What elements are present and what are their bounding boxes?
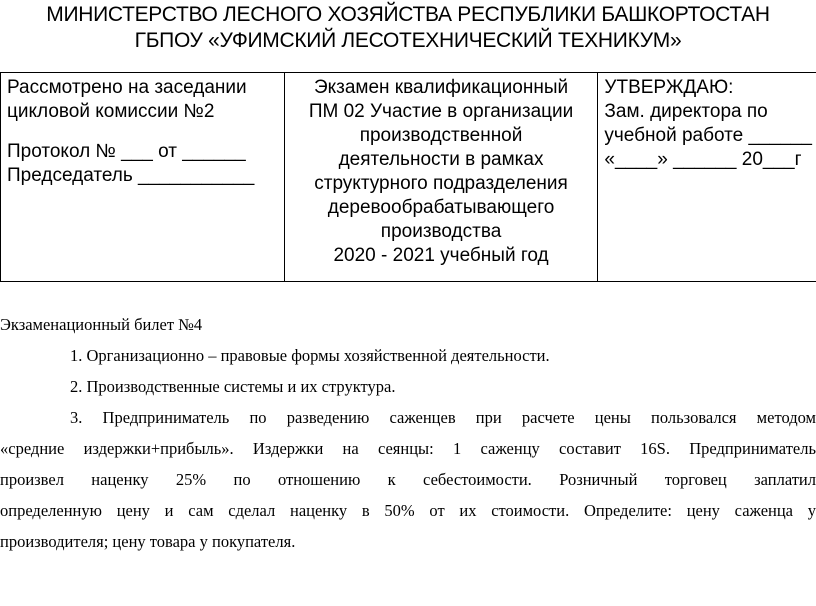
question-3-line-4: определенную цену и сам сделал наценку в 50% от их стоимости. Определите: цену саженца у	[0, 501, 816, 520]
approve-line-2: Зам. директора по	[604, 101, 768, 122]
exam-line-7: производства	[380, 221, 502, 242]
chairman-line: Председатель ___________	[7, 165, 255, 186]
approval-table-row	[1, 73, 816, 282]
approval-table	[0, 72, 816, 282]
question-3-line-1: 3. Предприниматель по разведению саженцев при расчете цены пользовался методом	[70, 408, 816, 427]
question-2: 2. Производственные системы и их структура.	[70, 377, 396, 396]
question-3-line-3: произвел наценку 25% по отношению к себестоимости. Розничный торговец заплатил	[0, 470, 816, 489]
exam-line-3: производственной	[359, 125, 523, 146]
approve-date-line: «____» ______ 20___г	[604, 149, 802, 170]
protocol-line: Протокол № ___ от ______	[7, 141, 246, 162]
institution-title: ГБПОУ «УФИМСКИЙ ЛЕСОТЕХНИЧЕСКИЙ ТЕХНИКУМ»	[134, 29, 682, 52]
commission-gap	[7, 124, 278, 140]
exam-cell	[284, 73, 598, 282]
exam-ticket	[0, 310, 816, 557]
ministry-title: МИНИСТЕРСТВО ЛЕСНОГО ХОЗЯЙСТВА РЕСПУБЛИКИ БАШКОРТОСТАН	[46, 3, 770, 26]
document-header	[0, 2, 816, 54]
commission-line-2: цикловой комиссии №2	[7, 101, 215, 122]
commission-cell	[1, 73, 285, 282]
question-1: 1. Организационно – правовые формы хозяйственной деятельности.	[70, 346, 550, 365]
exam-line-6: деревообрабатывающего	[327, 197, 555, 218]
academic-year: 2020 - 2021 учебный год	[333, 245, 549, 266]
question-3	[0, 402, 816, 557]
approve-heading: УТВЕРЖДАЮ:	[604, 77, 734, 98]
exam-line-1: Экзамен квалификационный	[313, 77, 569, 98]
exam-line-5: структурного подразделения	[314, 173, 568, 194]
ticket-title: Экзаменационный билет №4	[0, 315, 203, 334]
approval-table-wrap	[0, 72, 816, 282]
exam-line-4: деятельности в рамках	[338, 149, 544, 170]
question-3-line-5: производителя; цену товара у покупателя.	[0, 532, 296, 551]
approval-cell	[598, 73, 816, 282]
exam-line-2: ПМ 02 Участие в организации	[308, 101, 574, 122]
approve-line-3: учебной работе ______	[604, 125, 812, 146]
question-3-line-2: «средние издержки+прибыль». Издержки на сеянцы: 1 саженцу составит 16S. Предприниматель	[0, 439, 816, 458]
commission-line-1: Рассмотрено на заседании	[7, 77, 247, 98]
